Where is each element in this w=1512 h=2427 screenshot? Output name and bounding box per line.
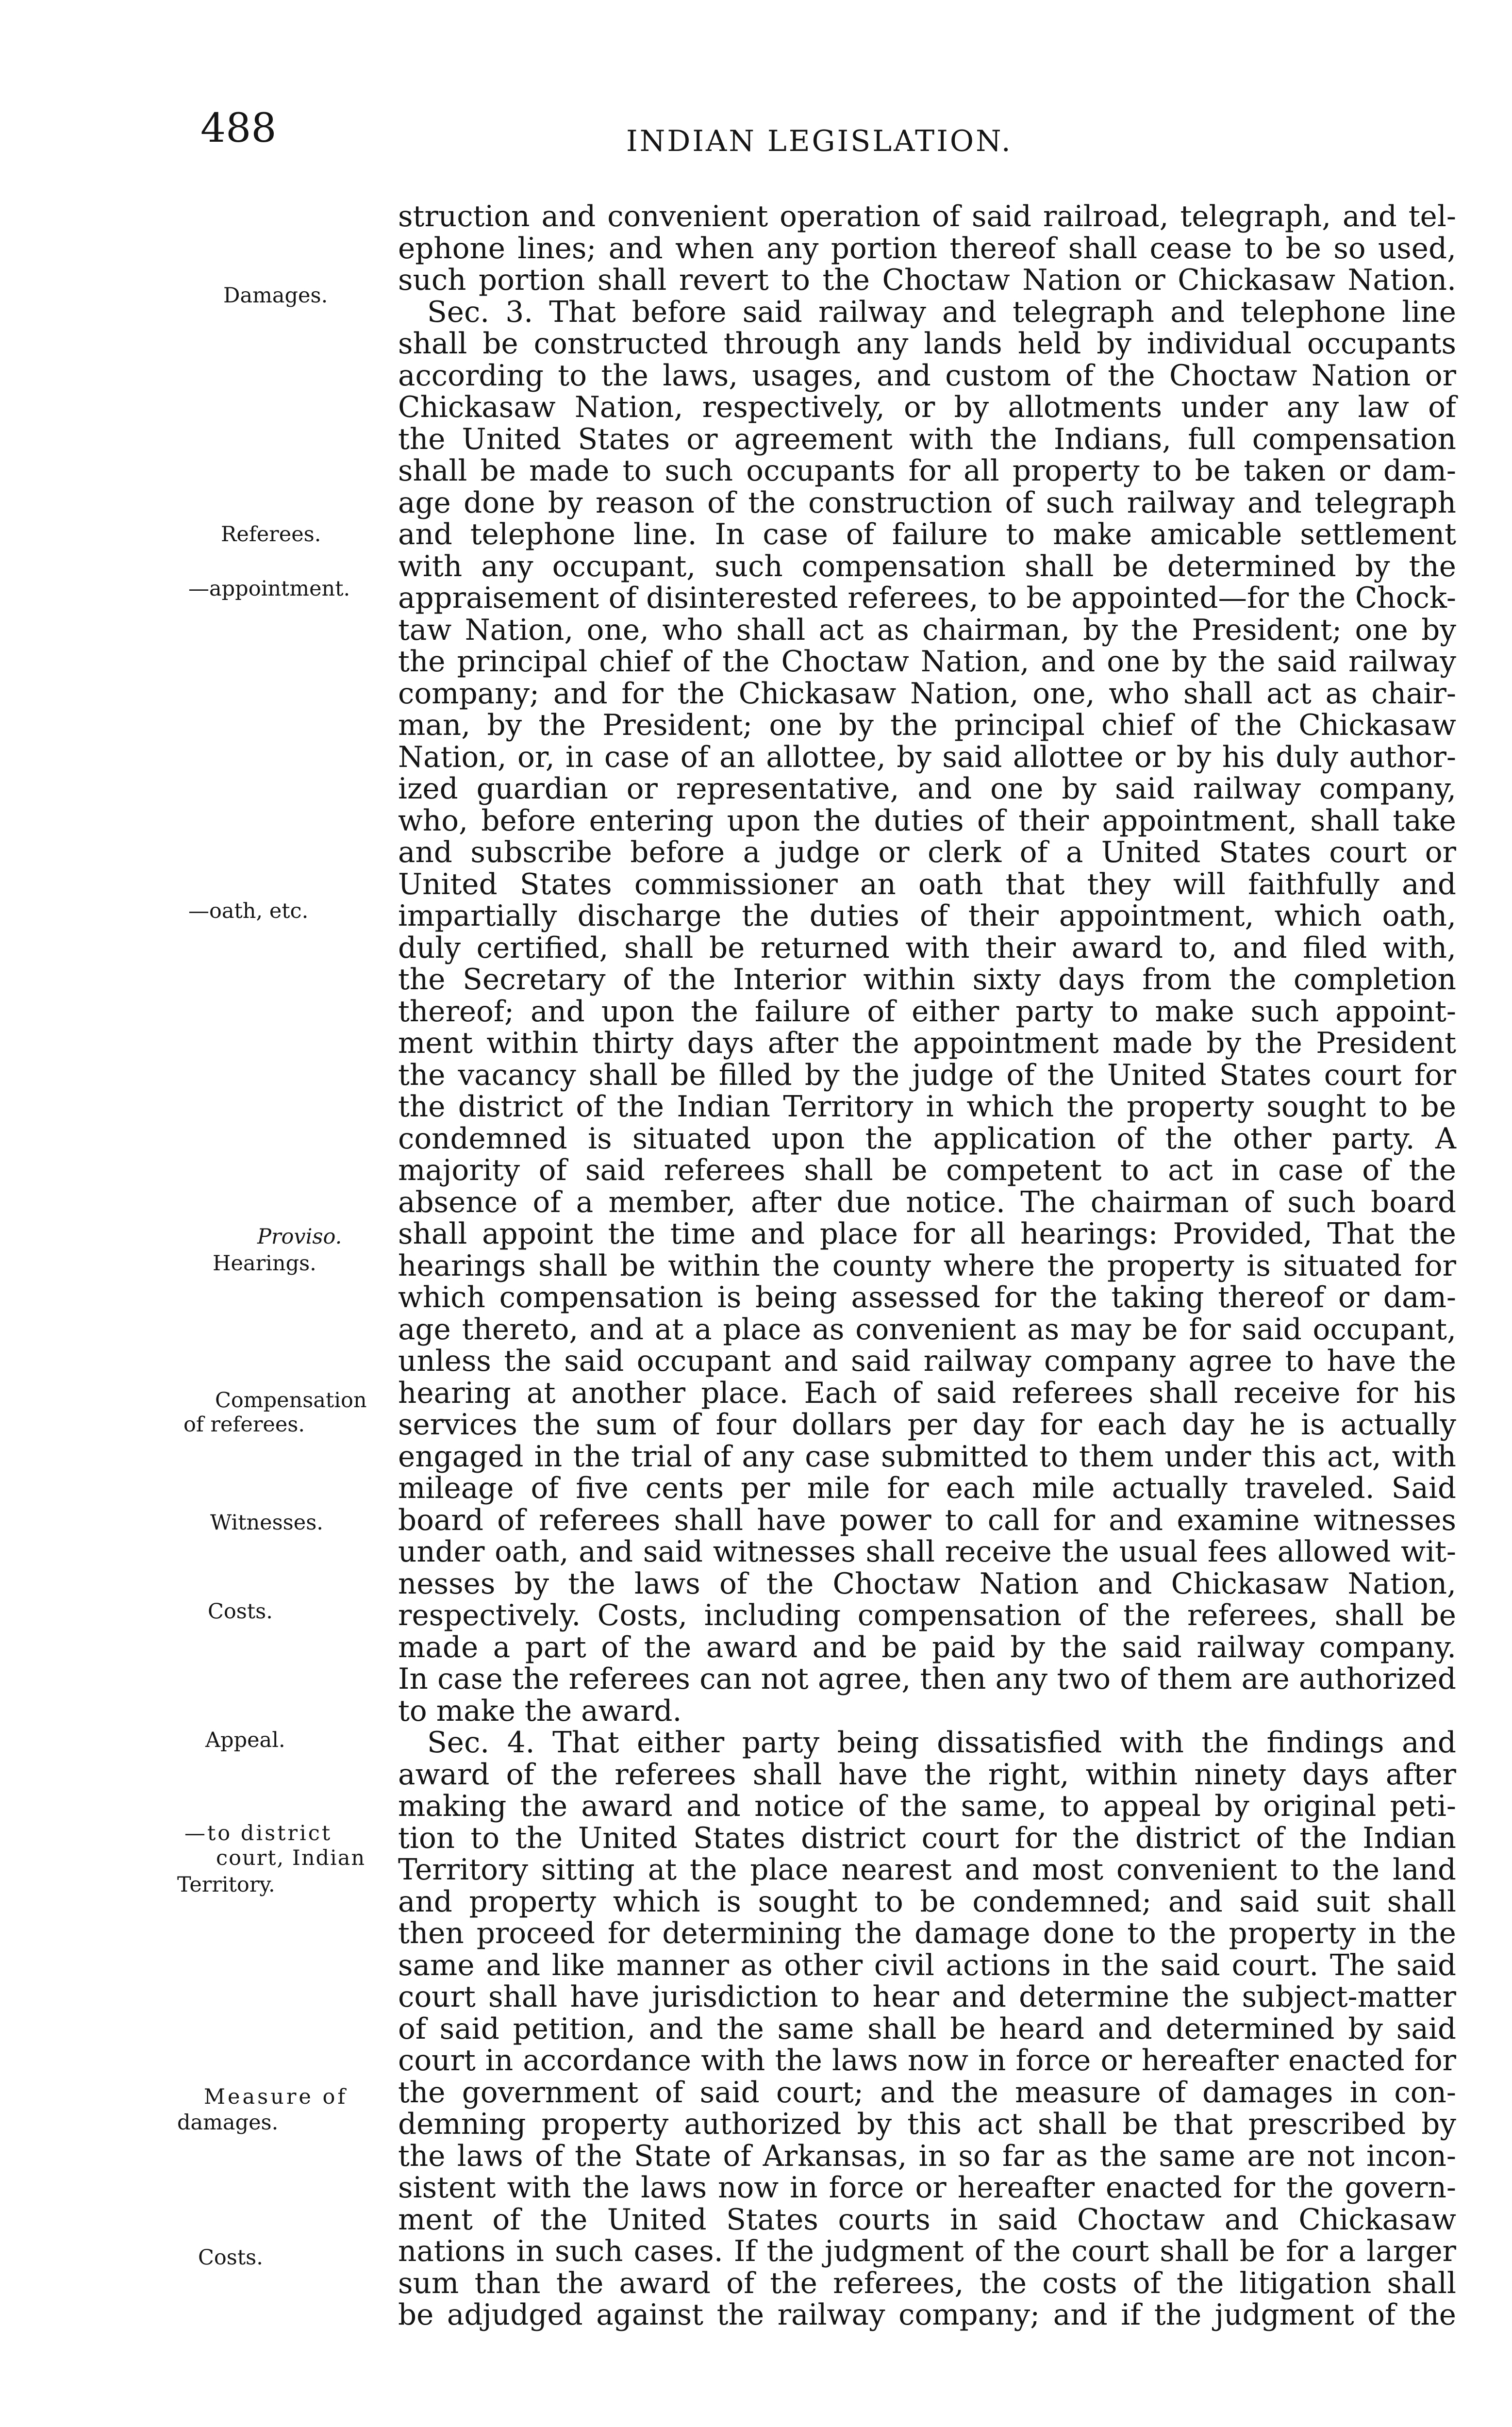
text-line: respectively. Costs, including compensation of the referees, shall be bbox=[398, 1599, 1456, 1632]
text-line: engaged in the trial of any case submitted to them under this act, with bbox=[398, 1440, 1456, 1474]
text-line: shall be made to such occupants for all property to be taken or dam- bbox=[398, 454, 1456, 488]
margin-note-referees: Referees. bbox=[221, 522, 321, 547]
text-line: age done by reason of the construction of such railway and telegraph bbox=[398, 486, 1456, 520]
text-line: and property which is sought to be condemned; and said suit shall bbox=[398, 1885, 1456, 1919]
text-line: made a part of the award and be paid by the said railway company. bbox=[398, 1630, 1456, 1664]
text-line: duly certified, shall be returned with their award to, and filed with, bbox=[398, 931, 1456, 965]
text-line: then proceed for determining the damage done to the property in the bbox=[398, 1917, 1456, 1950]
text-line: making the award and notice of the same, to appeal by original peti- bbox=[398, 1790, 1456, 1823]
text-line: man, by the President; one by the principal chief of the Chickasaw bbox=[398, 709, 1456, 742]
text-line: the Secretary of the Interior within sixty days from the completion bbox=[398, 963, 1456, 997]
text-line: impartially discharge the duties of their appointment, which oath, bbox=[398, 899, 1456, 933]
text-line: age thereto, and at a place as convenient as may be for said occupant, bbox=[398, 1313, 1456, 1346]
text-line: unless the said occupant and said railway company agree to have the bbox=[398, 1345, 1456, 1378]
page-number: 488 bbox=[200, 105, 277, 151]
running-head: INDIAN LEGISLATION. bbox=[626, 124, 1013, 158]
text-line: award of the referees shall have the right, within ninety days after bbox=[398, 1758, 1456, 1792]
text-line: the district of the Indian Territory in which the property sought to be bbox=[398, 1090, 1456, 1124]
text-line: under oath, and said witnesses shall receive the usual fees allowed wit- bbox=[398, 1535, 1456, 1569]
text-line: United States commissioner an oath that they will faithfully and bbox=[398, 867, 1456, 901]
text-line: ized guardian or representative, and one by said railway company, bbox=[398, 772, 1456, 806]
margin-note-of-referees: of referees. bbox=[183, 1413, 305, 1437]
text-line: and subscribe before a judge or clerk of a United States court or bbox=[398, 836, 1456, 869]
text-line: ephone lines; and when any portion thereof shall cease to be so used, bbox=[398, 232, 1456, 266]
text-line: absence of a member, after due notice. The chairman of such board bbox=[398, 1185, 1456, 1219]
margin-note-damages: Damages. bbox=[223, 283, 328, 308]
margin-note-proviso: Proviso. bbox=[257, 1225, 342, 1249]
text-line: demning property authorized by this act shall be that prescribed by bbox=[398, 2108, 1456, 2141]
text-line: of said petition, and the same shall be heard and determined by said bbox=[398, 2012, 1456, 2046]
text-line: services the sum of four dollars per day for each day he is actually bbox=[398, 1408, 1456, 1442]
section-4-first-line: Sec. 4. That either party being dissatisfied with the findings and bbox=[427, 1726, 1456, 1760]
text-line: nations in such cases. If the judgment of the court shall be for a larger bbox=[398, 2235, 1456, 2268]
text-line: shall appoint the time and place for all hearings: Provided, That the bbox=[398, 1217, 1456, 1251]
text-line: shall be constructed through any lands held by individual occupants bbox=[398, 327, 1456, 361]
text-line: the principal chief of the Choctaw Nation, and one by the said railway bbox=[398, 645, 1456, 679]
text-line: according to the laws, usages, and custom of the Choctaw Nation or bbox=[398, 359, 1456, 393]
text-line: taw Nation, one, who shall act as chairman, by the President; one by bbox=[398, 613, 1456, 647]
text-line: struction and convenient operation of said railroad, telegraph, and tel- bbox=[398, 200, 1456, 233]
text-line: Chickasaw Nation, respectively, or by allotments under any law of bbox=[398, 391, 1456, 424]
text-line: the laws of the State of Arkansas, in so far as the same are not incon- bbox=[398, 2139, 1456, 2173]
margin-note-measure-of: Measure of bbox=[204, 2085, 348, 2109]
text-line: hearings shall be within the county where the property is situated for bbox=[398, 1249, 1456, 1283]
paragraph-end-line: to make the award. bbox=[398, 1694, 682, 1728]
text-line: be adjudged against the railway company; and if the judgment of the bbox=[398, 2298, 1456, 2332]
text-line: appraisement of disinterested referees, to be appointed—for the Chock- bbox=[398, 582, 1456, 615]
margin-note-court-indian: court, Indian bbox=[216, 1846, 366, 1870]
margin-note-compensation: Compensation bbox=[215, 1388, 367, 1413]
text-line: Territory sitting at the place nearest and most convenient to the land bbox=[398, 1853, 1456, 1887]
text-line: same and like manner as other civil actions in the said court. The said bbox=[398, 1948, 1456, 1982]
text-line: condemned is situated upon the application of the other party. A bbox=[398, 1122, 1456, 1156]
text-line: and telephone line. In case of failure to make amicable settlement bbox=[398, 518, 1456, 551]
text-line: hearing at another place. Each of said referees shall receive for his bbox=[398, 1376, 1456, 1410]
margin-notes bbox=[0, 0, 403, 2427]
text-line: tion to the United States district court for the district of the Indian bbox=[398, 1821, 1456, 1855]
text-line: court in accordance with the laws now in force or hereafter enacted for bbox=[398, 2044, 1456, 2078]
text-line: the vacancy shall be filled by the judge of the United States court for bbox=[398, 1058, 1456, 1092]
text-line: ment within thirty days after the appointment made by the President bbox=[398, 1027, 1456, 1060]
text-line: board of referees shall have power to call for and examine witnesses bbox=[398, 1503, 1456, 1537]
margin-note-hearings: Hearings. bbox=[213, 1251, 316, 1276]
text-line: who, before entering upon the duties of their appointment, shall take bbox=[398, 804, 1456, 838]
margin-note-costs: Costs. bbox=[208, 1599, 273, 1624]
margin-note-costs-2: Costs. bbox=[198, 2245, 263, 2270]
margin-note-witnesses: Witnesses. bbox=[210, 1511, 323, 1535]
text-line: majority of said referees shall be competent to act in case of the bbox=[398, 1154, 1456, 1187]
margin-note-damages-2: damages. bbox=[177, 2111, 279, 2135]
margin-note-oath: —oath, etc. bbox=[188, 899, 309, 923]
text-line: such portion shall revert to the Choctaw Nation or Chickasaw Nation. bbox=[398, 264, 1456, 297]
text-line: sistent with the laws now in force or hereafter enacted for the govern- bbox=[398, 2171, 1456, 2205]
text-line: nesses by the laws of the Choctaw Nation and Chickasaw Nation, bbox=[398, 1567, 1456, 1601]
text-line: In case the referees can not agree, then any two of them are authorized bbox=[398, 1662, 1456, 1696]
text-line: the United States or agreement with the Indians, full compensation bbox=[398, 422, 1456, 456]
margin-note-appointment: —appointment. bbox=[188, 577, 350, 601]
text-line: company; and for the Chickasaw Nation, one, who shall act as chair- bbox=[398, 677, 1456, 711]
text-line: the government of said court; and the measure of damages in con- bbox=[398, 2076, 1456, 2110]
text-line: sum than the award of the referees, the costs of the litigation shall bbox=[398, 2266, 1456, 2300]
text-line: thereof; and upon the failure of either party to make such appoint- bbox=[398, 995, 1456, 1029]
margin-note-territory: Territory. bbox=[177, 1873, 275, 1897]
text-line: mileage of five cents per mile for each mile actually traveled. Said bbox=[398, 1472, 1456, 1505]
text-line: with any occupant, such compensation shall be determined by the bbox=[398, 549, 1456, 583]
text-line: ment of the United States courts in said Choctaw and Chickasaw bbox=[398, 2203, 1456, 2237]
text-line: Nation, or, in case of an allottee, by said allottee or by his duly author- bbox=[398, 740, 1456, 774]
margin-note-appeal: Appeal. bbox=[205, 1728, 285, 1752]
text-line: which compensation is being assessed for the taking thereof or dam- bbox=[398, 1281, 1456, 1314]
statute-text bbox=[398, 201, 1456, 2331]
text-line: court shall have jurisdiction to hear and determine the subject-matter bbox=[398, 1980, 1456, 2014]
margin-note-to-district: —to district bbox=[184, 1821, 332, 1845]
section-3-first-line: Sec. 3. That before said railway and telegraph and telephone line bbox=[427, 295, 1456, 329]
